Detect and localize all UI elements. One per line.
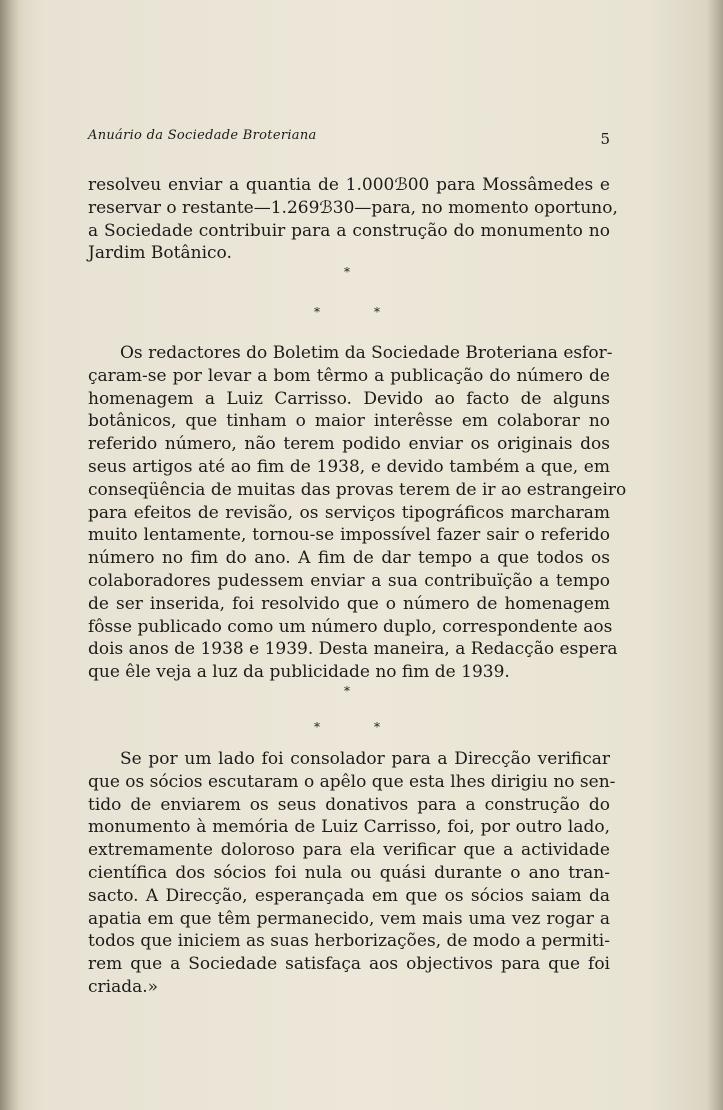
- asterisk-icon: *: [314, 720, 320, 734]
- text-line: sacto. A Direcção, esperançada em que os sócios saiam da: [88, 885, 610, 906]
- asterisk-icon: *: [374, 720, 380, 734]
- text-line: fôsse publicado como um número duplo, correspondente aos: [88, 616, 613, 637]
- running-title: Anuário da Sociedade Broteriana: [88, 128, 317, 143]
- text-line: todos que iniciem as suas herborizações, de modo a permiti-: [88, 931, 610, 952]
- text-line: dois anos de 1938 e 1939. Desta maneira, a Redacção espera: [88, 639, 618, 660]
- asterisk-icon: *: [314, 305, 320, 319]
- text-line: criada.»: [88, 976, 159, 997]
- text-line: tido de enviarem os seus donativos para a construção do: [88, 794, 610, 815]
- text-line: extremamente doloroso para ela verificar que a actividade: [88, 840, 610, 861]
- asterisk-icon: *: [344, 684, 350, 698]
- text-line: monumento à memória de Luiz Carrisso, foi, por outro lado,: [88, 817, 610, 838]
- paragraph-1: [88, 174, 618, 265]
- text-line: çaram-se por levar a bom têrmo a publicação do número de: [88, 365, 610, 386]
- text-line: seus artigos até ao fim de 1938, e devido também a que, em: [88, 456, 610, 477]
- text-line: muito lentamente, tornou-se impossível fazer sair o referido: [88, 525, 610, 546]
- text-line: número no fim do ano. A fim de dar tempo a que todos os: [88, 548, 610, 569]
- text-line: colaboradores pudessem enviar a sua contribuïção a tempo: [88, 570, 610, 591]
- text-line: para efeitos de revisão, os serviços tipográficos marcharam: [88, 502, 610, 523]
- text-line: de ser inserida, foi resolvido que o número de homenagem: [88, 593, 610, 614]
- page-left-edge-shadow: [0, 0, 20, 1110]
- text-line: a Sociedade contribuir para a construção do monumento no: [88, 220, 610, 241]
- asterisk-icon: *: [374, 305, 380, 319]
- page-number: 5: [600, 130, 610, 148]
- text-line: resolveu enviar a quantia de 1.000ℬ00 para Mossâmedes e: [88, 175, 610, 195]
- text-line: referido número, não terem podido enviar os originais dos: [88, 434, 610, 455]
- paragraph-2: [88, 342, 627, 684]
- running-header: [88, 128, 610, 150]
- text-line: científica dos sócios foi nula ou quási durante o ano tran-: [88, 862, 610, 883]
- text-line: Jardim Botânico.: [88, 243, 232, 264]
- section-separator-2: [0, 685, 723, 741]
- text-line: botânicos, que tinham o maior interêsse em colaborar no: [88, 411, 610, 432]
- text-line: rem que a Sociedade satisfaça aos objectivos para que foi: [88, 954, 610, 975]
- text-line: Se por um lado foi consolador para a Direcção verificar: [120, 749, 610, 769]
- asterisk-icon: *: [344, 265, 350, 279]
- text-line: conseqüência de muitas das provas terem de ir ao estrangeiro: [88, 479, 627, 500]
- text-line: apatia em que têm permanecido, vem mais uma vez rogar a: [88, 908, 610, 929]
- text-line: Os redactores do Boletim da Sociedade Broteriana esfor-: [120, 343, 613, 363]
- paragraph-3: [88, 748, 616, 999]
- page-right-edge-shadow: [707, 0, 723, 1110]
- text-line: que êle veja a luz da publicidade no fim de 1939.: [88, 662, 510, 683]
- section-separator-1: [0, 266, 723, 322]
- text-line: homenagem a Luiz Carrisso. Devido ao facto de alguns: [88, 388, 610, 409]
- text-line: reservar o restante—1.269ℬ30—para, no momento oportuno,: [88, 197, 618, 218]
- text-line: que os sócios escutaram o apêlo que esta lhes dirigiu no sen-: [88, 771, 616, 792]
